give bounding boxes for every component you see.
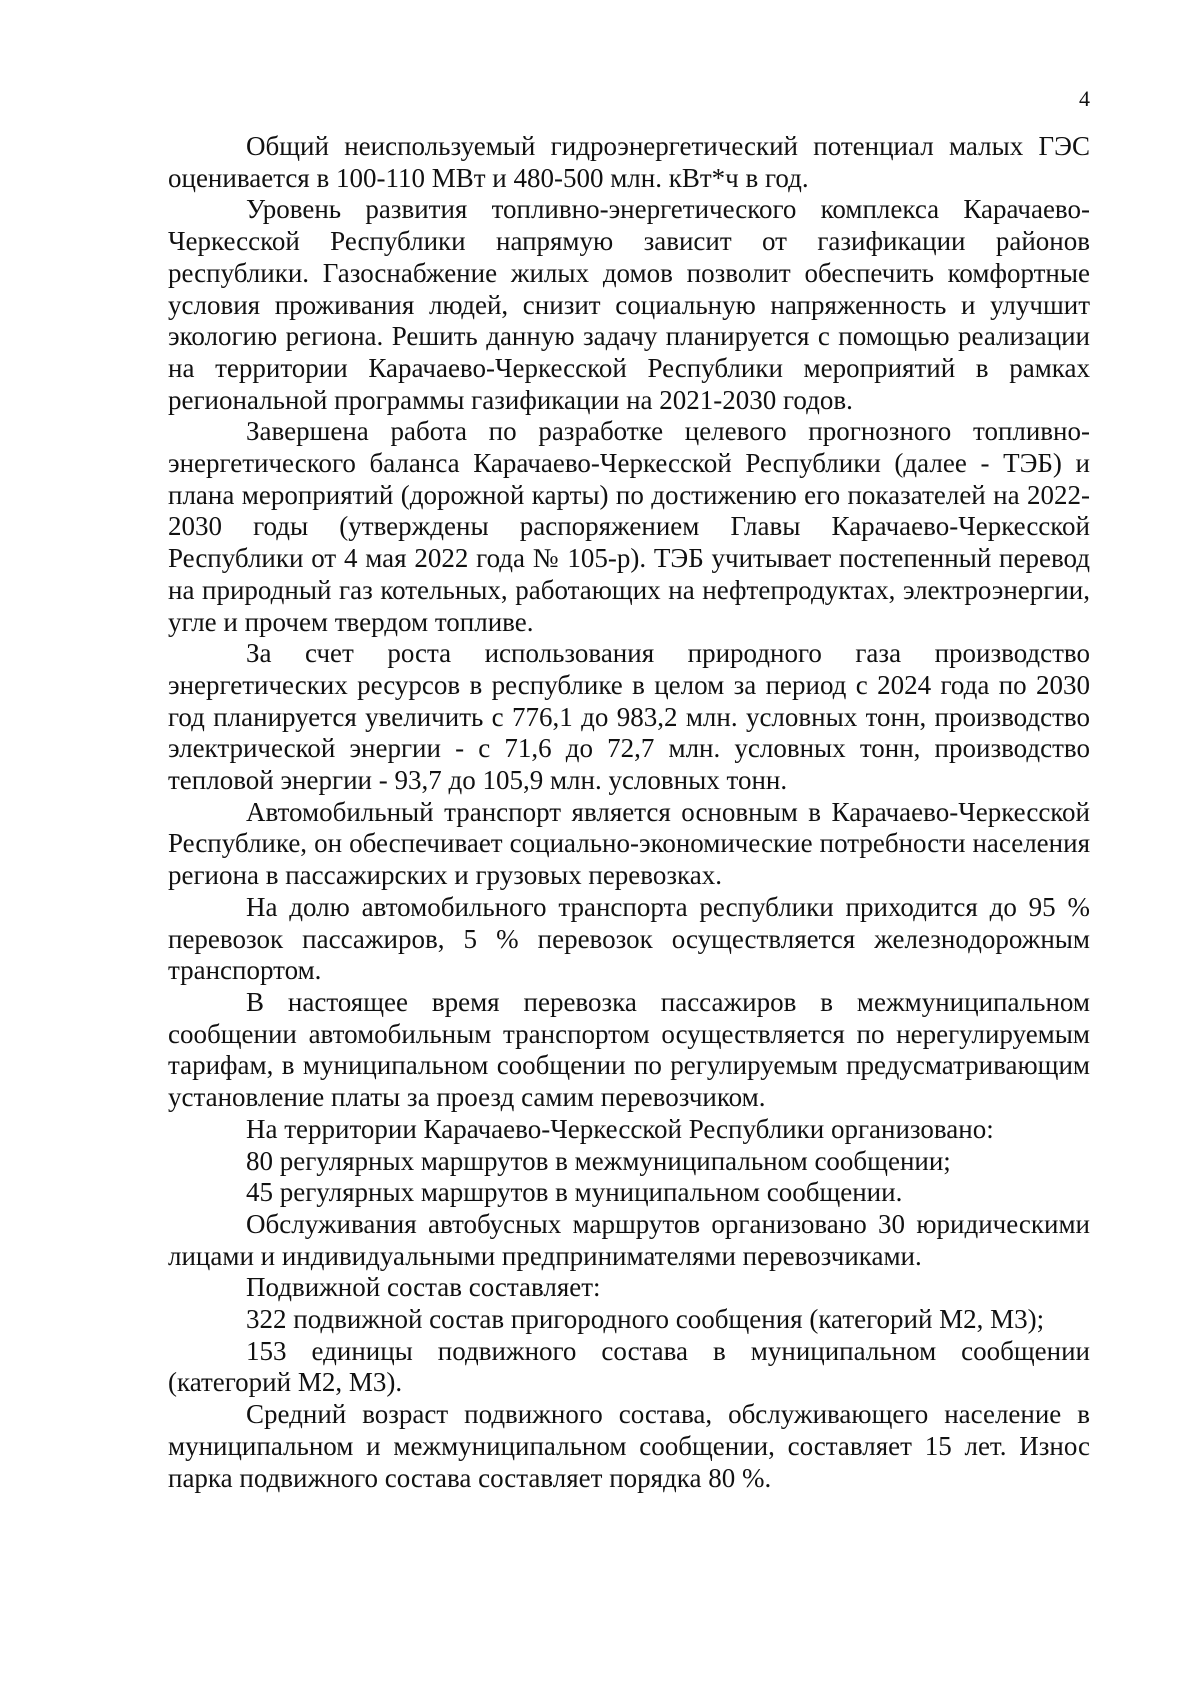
paragraph-routes-intro: На территории Карачаево-Черкесской Республики организовано: (246, 1113, 994, 1144)
paragraph-energy-production: За счет роста использования природного газа производство энергетических ресурсов в республике в целом за период с 2024 года по 2030 год планируется увеличить с 776,1 до 983,2 млн. условных тонн, производство электрической энергии - с 71,6 до 72,7 млн. условных тонн, производство тепловой энергии - 93,7 до 105,9 млн. условных тонн. (168, 638, 1090, 796)
list-item-municipal-routes: 45 регулярных маршрутов в муниципальном сообщении. (246, 1177, 903, 1208)
paragraph-route-operators: Обслуживания автобусных маршрутов организовано 30 юридическими лицами и индивидуальными предпринимателями перевозчиками. (168, 1208, 1090, 1271)
paragraph-rolling-stock-age: Средний возраст подвижного состава, обслуживающего население в муниципальном и межмуниципальном сообщении, составляет 15 лет. Износ парка подвижного состава составляет порядка 80 %. (168, 1399, 1090, 1493)
paragraph-tariffs: В настоящее время перевозка пассажиров в межмуниципальном сообщении автомобильным транспортом осуществляется по нерегулируемым тарифам, в муниципальном сообщении по регулируемым предусматривающим установление платы за проезд самим перевозчиком. (168, 986, 1090, 1113)
list-item-suburban-rolling-stock: 322 подвижной состав пригородного сообщения (категорий М2, М3); (246, 1304, 1045, 1335)
list-item-municipal-rolling-stock: 153 единицы подвижного состава в муниципальном сообщении (категорий М2, М3). (168, 1335, 1090, 1398)
paragraph-rolling-stock-intro: Подвижной состав составляет: (246, 1272, 601, 1303)
paragraph-passenger-share: На долю автомобильного транспорта республики приходится до 95 % перевозок пассажиров, 5 % перевозок осуществляется железнодорожным транспортом. (168, 891, 1090, 986)
paragraph-fuel-energy-complex: Уровень развития топливно-энергетического комплекса Карачаево-Черкесской Республики напрямую зависит от газификации районов республики. Газоснабжение жилых домов позволит обеспечить комфортные условия проживания людей, снизит социальную напряженность и улучшит экологию региона. Решить данную задачу планируется с помощью реализации на территории Карачаево-Черкесской Республики мероприятий в рамках региональной программы газификации на 2021-2030 годов. (168, 194, 1090, 415)
list-item-intermunicipal-routes: 80 регулярных маршрутов в межмуниципальном сообщении; (246, 1145, 951, 1176)
paragraph-road-transport: Автомобильный транспорт является основным в Карачаево-Черкесской Республике, он обеспечивает социально-экономические потребности населения региона в пассажирских и грузовых перевозках. (168, 796, 1090, 891)
paragraph-hydro-potential: Общий неиспользуемый гидроэнергетический потенциал малых ГЭС оценивается в 100-110 МВт и 480-500 млн. кВт*ч в год. (168, 131, 1090, 193)
page-number: 4 (1079, 86, 1090, 111)
document-body (168, 131, 1090, 1494)
paragraph-energy-balance: Завершена работа по разработке целевого прогнозного топливно-энергетического баланса Карачаево-Черкесской Республики (далее - ТЭБ) и плана мероприятий (дорожной карты) по достижению его показателей на 2022-2030 годы (утверждены распоряжением Главы Карачаево-Черкесской Республики от 4 мая 2022 года № 105-р). ТЭБ учитывает постепенный перевод на природный газ котельных, работающих на нефтепродуктах, электроэнергии, угле и прочем твердом топливе. (168, 416, 1090, 637)
